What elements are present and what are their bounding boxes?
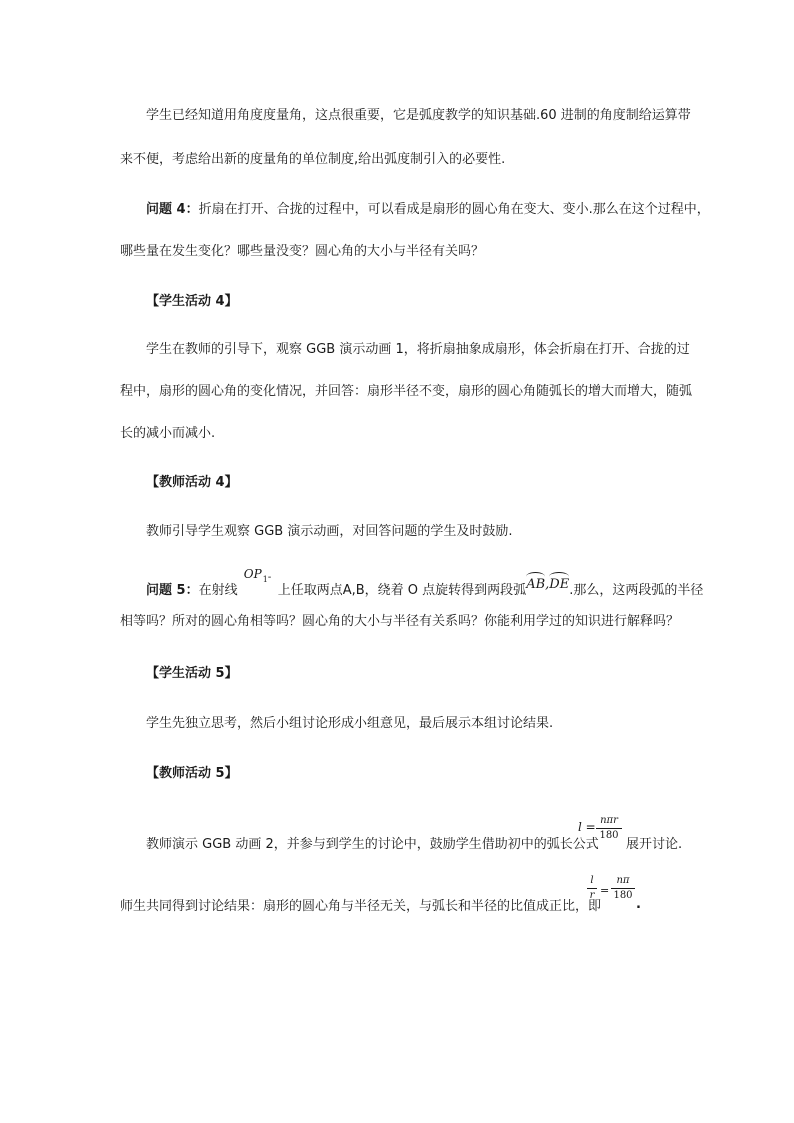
question-4-label: 问题 4： — [146, 202, 199, 217]
teacher-activity-5-text-a: 教师演示 GGB 动画 2，并参与到学生的讨论中，鼓励学生借助初中的弧长公式 — [146, 837, 599, 852]
question-5-label: 问题 5： — [146, 583, 199, 598]
formula-arc-length-denominator: 180 — [599, 830, 619, 841]
teacher-activity-5-text-b: 展开讨论. — [626, 837, 683, 852]
formula-ratio-equals: = — [600, 884, 610, 897]
heading-student-activity-5: 【学生活动 5】 — [146, 666, 238, 681]
question-5-text-a: 在射线 — [198, 583, 238, 598]
question-5-text-b: 上任取两点A,B，绕着 O 点旋转得到两段弧 — [277, 583, 527, 598]
student-activity-5-text: 学生先独立思考，然后小组讨论形成小组意见，最后展示本组讨论结果. — [146, 716, 554, 731]
arc-ab: AB — [526, 577, 546, 592]
arc-de: DE — [549, 577, 570, 592]
ray-op-subscript: 1 — [262, 575, 268, 584]
question-5-line-2: 相等吗？所对的圆心角相等吗？圆心角的大小与半径有关系吗？你能利用学过的知识进行解释吗？ — [120, 614, 680, 629]
heading-teacher-activity-4: 【教师活动 4】 — [146, 475, 238, 490]
formula-ratio-left-denominator: r — [589, 890, 595, 901]
question-4-text: 折扇在打开、合拢的过程中，可以看成是扇形的圆心角在变大、变小.那么在这个过程中， — [198, 202, 710, 217]
heading-student-activity-4: 【学生活动 4】 — [146, 294, 238, 309]
question-4-line-1 — [146, 202, 710, 218]
student-activity-4-line-3: 长的减小而减小. — [120, 426, 216, 441]
ray-op-symbol: OP — [243, 567, 262, 581]
formula-ratio-right-denominator: 180 — [613, 890, 633, 901]
paragraph-1-line-1: 学生已经知道用角度度量角，这点很重要，它是弧度教学的知识基础.60 进制的角度制给运算带 — [146, 108, 691, 123]
formula-arc-length-fraction — [596, 815, 622, 842]
conclusion-period: . — [636, 897, 641, 912]
teacher-activity-4-text: 教师引导学生观察 GGB 演示动画，对回答问题的学生及时鼓励. — [146, 524, 513, 539]
student-activity-4-line-1: 学生在教师的引导下，观察 GGB 演示动画 1，将折扇抽象成扇形，体会折扇在打开、合拢的过 — [146, 342, 690, 357]
formula-ratio-right-numerator: nπ — [616, 875, 630, 886]
formula-ratio-left-numerator: l — [590, 875, 594, 886]
student-activity-4-line-2: 程中，扇形的圆心角的变化情况，并回答：扇形半径不变，扇形的圆心角随弧长的增大而增大，随弧 — [120, 384, 693, 399]
formula-ratio-right — [611, 875, 635, 902]
paragraph-1-line-2: 来不便，考虑给出新的度量角的单位制度,给出弧度制引入的必要性. — [120, 152, 506, 167]
heading-teacher-activity-5: 【教师活动 5】 — [146, 766, 238, 781]
formula-ratio-left — [587, 875, 597, 902]
ray-op1-math: OP 1 - — [242, 578, 278, 594]
question-5-text-c: .那么，这两段弧的半径 — [569, 583, 704, 598]
arcs-math: AB,DE — [526, 577, 570, 592]
formula-arc-length-lhs: l = — [578, 820, 596, 834]
question-4-line-2: 哪些量在发生变化？哪些量没变？圆心角的大小与半径有关吗？ — [120, 244, 485, 259]
formula-arc-length-numerator: nπr — [600, 815, 618, 826]
question-5-line-1 — [146, 567, 704, 599]
conclusion-text: 师生共同得到讨论结果：扇形的圆心角与半径无关，与弧长和半径的比值成正比，即 — [120, 899, 602, 914]
